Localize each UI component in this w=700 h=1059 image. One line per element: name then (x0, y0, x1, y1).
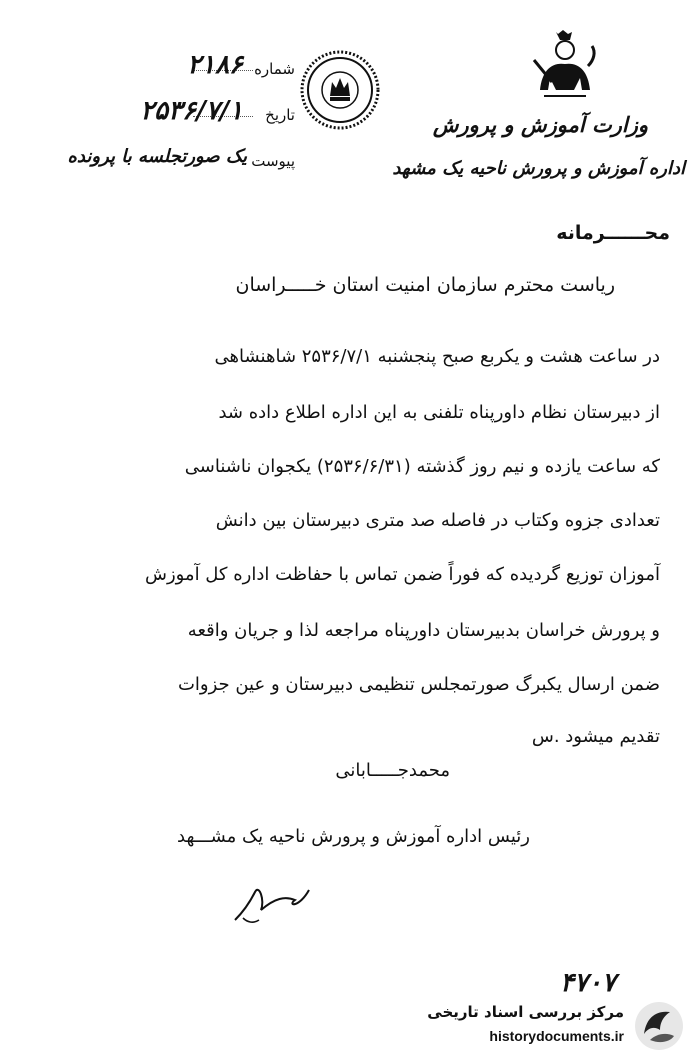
body-line: تعدادی جزوه وکتاب در فاصله صد متری دبیرستان بین دانش (215, 510, 660, 531)
body-line: در ساعت هشت و یکربع صبح پنجشنبه ۲۵۳۶/۷/۱ شاهنشاهی (214, 346, 660, 367)
body-line: و پرورش خراسان بدبیرستان داورپناه مراجعه لذا و جریان واقعه (187, 620, 660, 641)
recipient-line: ریاست محترم سازمان امنیت استان خـــــراسان (235, 274, 615, 296)
attachment-label: پیوست (251, 152, 295, 170)
attachment-value: یک صورتجلسه با پرونده (67, 146, 247, 167)
body-line: آموزان توزیع گردیده که فوراً ضمن تماس با حفاظت اداره کل آموزش (144, 564, 660, 585)
watermark-persian: مرکز بررسی اسناد تاریخی (427, 1003, 624, 1021)
letter-date-row (20, 96, 295, 136)
signer-title: رئیس اداره آموزش و پرورش ناحیه یک مشـــهد (177, 826, 530, 847)
body-line: ضمن ارسال یکبرگ صورتمجلس تنظیمی دبیرستان و عین جزوات (177, 674, 660, 695)
signer-name: محمدجـــــابانی (335, 760, 450, 781)
department-title: اداره آموزش و پرورش ناحیه یک مشهد (392, 158, 685, 179)
body-line: که ساعت یازده و نیم روز گذشته (۲۵۳۶/۶/۳۱) یکجوان ناشناسی (184, 456, 660, 477)
watermark-url: historydocuments.ir (489, 1028, 624, 1044)
confidential-label: محــــــرمانه (556, 222, 670, 244)
letter-number-row (20, 50, 295, 90)
number-value: ۲۱۸۶ (187, 50, 243, 80)
body-line: از دبیرستان نظام داورپناه تلفنی به این اداره اطلاع داده شد (218, 402, 660, 423)
date-value: ۲۵۳۶/۷/۱ (140, 96, 243, 126)
handwritten-signature-icon (225, 870, 315, 930)
archive-logo-icon (630, 1000, 688, 1052)
document-code: ۴۷۰۷ (560, 968, 616, 998)
lion-and-sun-emblem-icon (530, 30, 600, 102)
letter-attachment-row (20, 142, 295, 182)
ministry-title: وزارت آموزش و پرورش (432, 112, 648, 137)
date-label: تاریخ (265, 106, 295, 124)
body-line: تقدیم میشود .س (531, 726, 660, 747)
number-label: شماره (254, 60, 295, 78)
official-seal-icon (300, 50, 380, 130)
